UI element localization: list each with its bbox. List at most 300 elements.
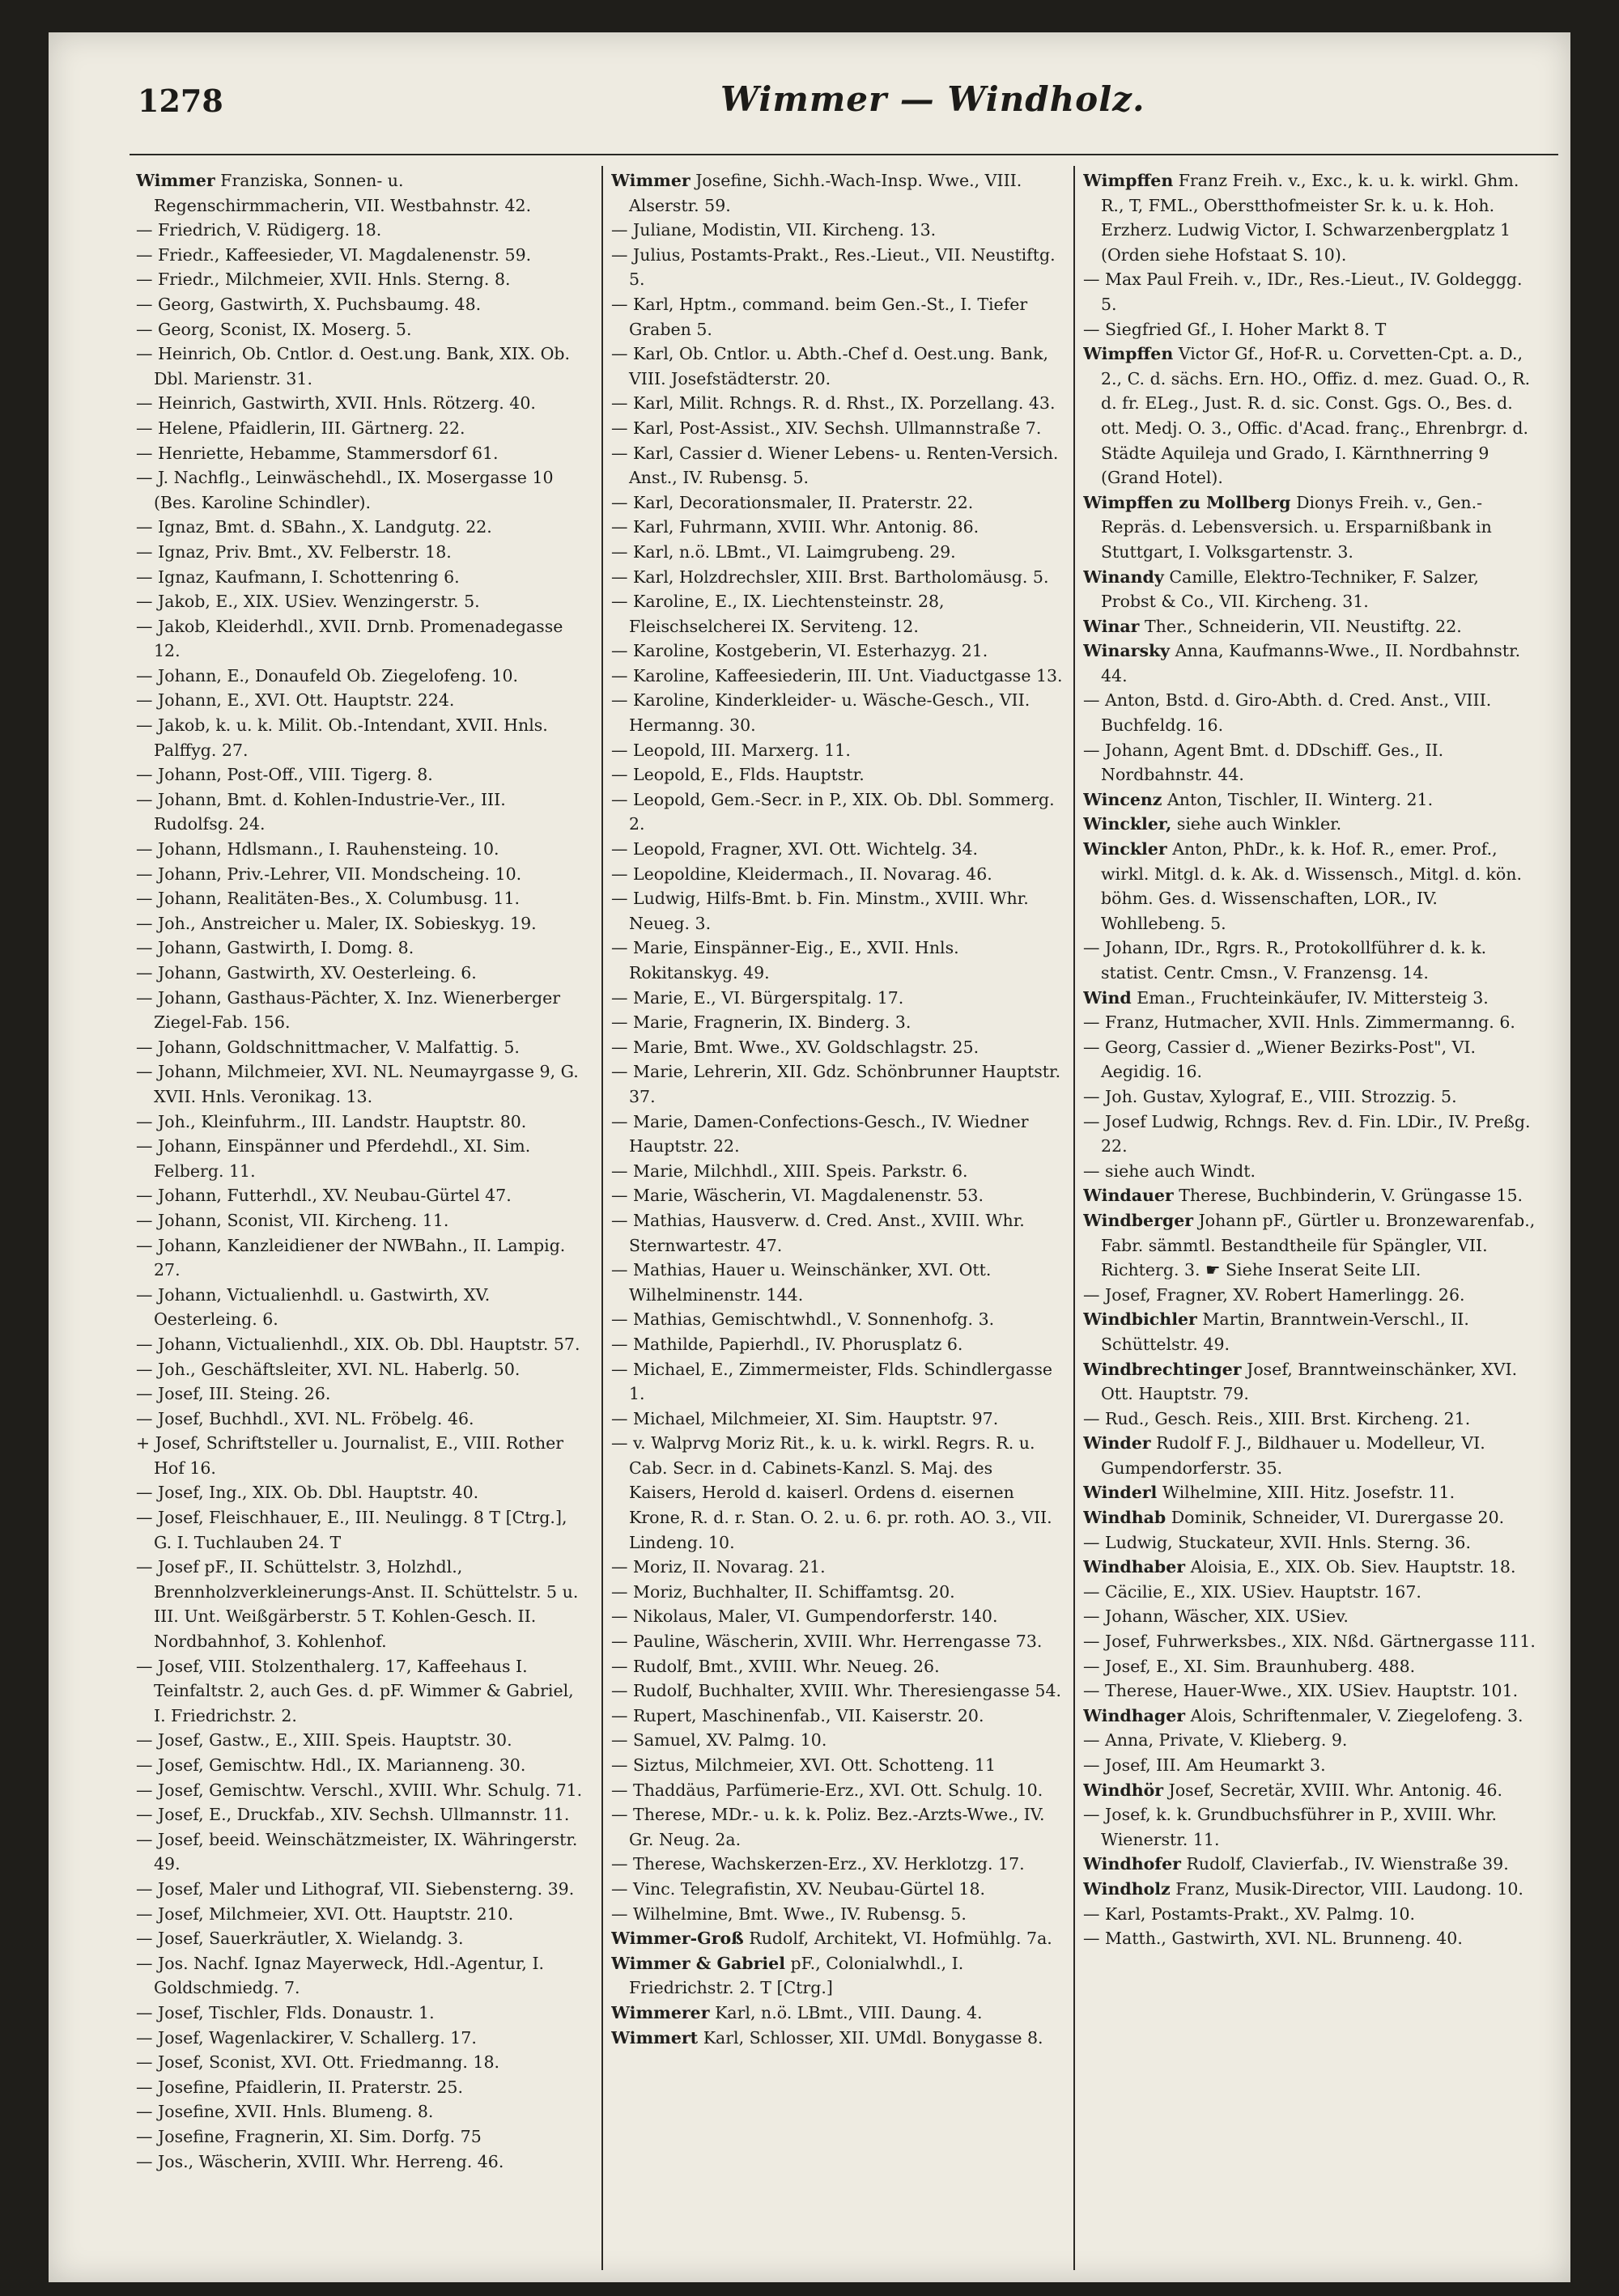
entry-text: Karl, n.ö. LBmt., VIII. Daung. 4. <box>715 2002 983 2022</box>
directory-entry <box>136 2075 589 2100</box>
entry-text: — Jos., Wäscherin, XVIII. Whr. Herreng. 46. <box>136 2151 504 2171</box>
entry-text: — Johann, Victualienhdl. u. Gastwirth, XV. Oesterleing. 6. <box>136 1284 491 1330</box>
entry-text: Josefine, Sichh.-Wach-Insp. Wwe., VIII. Alserstr. 59. <box>629 171 1022 215</box>
directory-entry <box>136 1827 589 1877</box>
directory-entry <box>136 1357 589 1382</box>
directory-entry <box>1083 1753 1536 1778</box>
directory-entry <box>611 1332 1064 1357</box>
entry-text: — Karoline, Kinderkleider- u. Wäsche-Gesch., VII. Hermanng. 30. <box>611 690 1030 736</box>
directory-entry <box>136 2124 589 2150</box>
entry-text: Franz Freih. v., Exc., k. u. k. wirkl. Ghm. R., T, FML., Oberstthofmeister Sr. k. u. k. Hoh. Erzherz. Ludwig Victor, I. Schwarzenbergplatz 1 (Orden siehe Hofstaat S. 10). <box>1101 171 1519 265</box>
directory-entry <box>1083 614 1536 639</box>
directory-entry <box>611 1728 1064 1753</box>
column-2 <box>611 168 1064 2264</box>
entry-surname: Wimpffen <box>1083 344 1174 364</box>
directory-entry <box>136 416 589 441</box>
header-rule <box>130 154 1558 155</box>
entry-text: — Johann, Sconist, VII. Kircheng. 11. <box>136 1210 449 1230</box>
entry-surname: Winckler, <box>1083 814 1172 834</box>
directory-entry <box>611 1629 1064 1654</box>
directory-entry <box>1083 317 1536 342</box>
directory-entry <box>1083 1357 1536 1407</box>
directory-entry <box>611 490 1064 516</box>
directory-entry <box>611 1704 1064 1729</box>
entry-text: — Michael, Milchmeier, XI. Sim. Hauptstr. 97. <box>611 1408 999 1428</box>
entry-text: Wilhelmine, XIII. Hitz. Josefstr. 11. <box>1162 1483 1455 1503</box>
entry-text: pF., Colonialwhdl., I. Friedrichstr. 2. T [Ctrg.] <box>629 1953 964 1998</box>
entry-text: Victor Gf., Hof-R. u. Corvetten-Cpt. a. D., 2., C. d. sächs. Ern. HO., Offiz. d. mez. Guad. O., R. d. fr. ELeg., Just. R. d. sic. Const. Ggs. O., Bes. d. ott. Medj. O. 3., Offic. d'Acad. franç., Ehrenbrgr. d. Städte Aquileja und Grado, I. Kärnthnerring 9 (Grand Hotel). <box>1101 344 1531 488</box>
directory-page <box>49 32 1570 2282</box>
directory-entry <box>136 1877 589 1902</box>
entry-text: Rudolf, Clavierfab., IV. Wienstraße 39. <box>1186 1854 1509 1874</box>
directory-entry <box>136 1753 589 1778</box>
directory-entry <box>136 2026 589 2051</box>
directory-entry <box>136 1407 589 1432</box>
directory-entry <box>611 565 1064 590</box>
entry-text: — Moriz, II. Novarag. 21. <box>611 1557 826 1577</box>
column-divider <box>601 166 603 2270</box>
directory-entry <box>1083 1654 1536 1679</box>
directory-entry <box>611 391 1064 416</box>
entry-text: — Friedr., Milchmeier, XVII. Hnls. Sterng. 8. <box>136 269 511 290</box>
entry-text: — Karl, Holzdrechsler, XIII. Brst. Bartholomäusg. 5. <box>611 567 1049 587</box>
entry-text: — Georg, Gastwirth, X. Puchsbaumg. 48. <box>136 294 482 314</box>
directory-entry <box>136 936 589 961</box>
directory-entry <box>1083 1084 1536 1110</box>
entry-text: — Vinc. Telegrafistin, XV. Neubau-Gürtel 18. <box>611 1878 986 1899</box>
entry-text: — Josef, Milchmeier, XVI. Ott. Hauptstr. 210. <box>136 1903 514 1924</box>
entry-text: — Johann, Kanzleidiener der NWBahn., II. Lampig. 27. <box>136 1235 566 1280</box>
directory-entry <box>136 1951 589 2001</box>
directory-entry <box>1083 1431 1536 1480</box>
directory-entry <box>611 1580 1064 1605</box>
directory-entry <box>611 1431 1064 1555</box>
entry-text: — Joh., Anstreicher u. Maler, IX. Sobieskyg. 19. <box>136 913 537 933</box>
directory-entry <box>611 1035 1064 1060</box>
directory-entry <box>1083 1530 1536 1555</box>
directory-entry <box>136 664 589 689</box>
directory-entry <box>611 218 1064 243</box>
entry-text: — Leopoldine, Kleidermach., II. Novarag. 46. <box>611 864 992 884</box>
directory-entry <box>1083 1159 1536 1184</box>
directory-entry <box>611 1110 1064 1159</box>
directory-entry <box>611 168 1064 218</box>
entry-text: — Leopold, III. Marxerg. 11. <box>611 740 851 760</box>
entry-text: — Moriz, Buchhalter, II. Schiffamtsg. 20. <box>611 1581 955 1602</box>
entry-text: — Johann, Hdlsmann., I. Rauhensteing. 10. <box>136 839 499 859</box>
directory-entry <box>1083 1110 1536 1159</box>
entry-surname: Wimmer <box>136 171 215 190</box>
directory-entry <box>1083 1877 1536 1902</box>
directory-entry <box>611 1877 1064 1902</box>
directory-entry <box>611 664 1064 689</box>
entry-text: — Johann, E., XVI. Ott. Hauptstr. 224. <box>136 690 455 711</box>
entry-text: — Johann, Realitäten-Bes., X. Columbusg. 11. <box>136 889 521 909</box>
directory-entry <box>136 1902 589 1927</box>
entry-text: — Pauline, Wäscherin, XVIII. Whr. Herrengasse 73. <box>611 1632 1043 1652</box>
entry-text: Rudolf, Architekt, VI. Hofmühlg. 7a. <box>749 1929 1052 1949</box>
directory-entry <box>611 515 1064 540</box>
directory-entry <box>136 1183 589 1208</box>
directory-entry <box>1083 1580 1536 1605</box>
entry-text: — Wilhelmine, Bmt. Wwe., IV. Rubensg. 5. <box>611 1903 967 1924</box>
directory-entry <box>1083 1480 1536 1505</box>
entry-text: — Anna, Private, V. Klieberg. 9. <box>1083 1730 1348 1751</box>
entry-text: Rudolf F. J., Bildhauer u. Modelleur, VI. Gumpendorferstr. 35. <box>1101 1433 1485 1478</box>
entry-text: — J. Nachflg., Leinwäschehdl., IX. Mosergasse 10 (Bes. Karoline Schindler). <box>136 468 554 512</box>
directory-entry <box>1083 812 1536 837</box>
entry-surname: Windholz <box>1083 1878 1171 1899</box>
entry-text: Johann pF., Gürtler u. Bronzewarenfab., Fabr. sämmtl. Bestandtheile für Spängler, VII. Richterg. 3. ☛ Siehe Inserat Seite LII. <box>1101 1210 1536 1280</box>
column-1 <box>136 168 589 2264</box>
directory-entry <box>136 1035 589 1060</box>
entry-text: — Josef, Wagenlackirer, V. Schallerg. 17. <box>136 2027 477 2048</box>
entry-text: — Leopold, E., Flds. Hauptstr. <box>611 765 865 785</box>
directory-entry <box>136 2001 589 2026</box>
entry-text: — Johann, IDr., Rgrs. R., Protokollführer d. k. k. statist. Centr. Cmsn., V. Franzensg. 14. <box>1083 938 1487 982</box>
directory-entry <box>136 1802 589 1827</box>
directory-entry <box>136 465 589 515</box>
directory-entry <box>1083 1802 1536 1852</box>
entry-text: — Karl, Fuhrmann, XVIII. Whr. Antonig. 86. <box>611 517 979 537</box>
directory-entry <box>611 1852 1064 1877</box>
entry-text: Ther., Schneiderin, VII. Neustiftg. 22. <box>1144 616 1462 636</box>
page-header <box>138 79 1570 147</box>
directory-entry <box>611 738 1064 763</box>
directory-entry <box>1083 1505 1536 1530</box>
entry-text: — Julius, Postamts-Prakt., Res.-Lieut., VII. Neustiftg. 5. <box>611 244 1056 290</box>
entry-text: — Siztus, Milchmeier, XVI. Ott. Schotteng. 11 <box>611 1755 996 1775</box>
running-title: Wimmer — Windholz. <box>720 79 1145 119</box>
entry-text: — Johann, Goldschnittmacher, V. Malfattig. 5. <box>136 1037 520 1057</box>
entry-text: — Karl, Milit. Rchngs. R. d. Rhst., IX. Porzellang. 43. <box>611 393 1056 414</box>
entry-text: — Georg, Cassier d. „Wiener Bezirks-Post", VI. Aegidig. 16. <box>1083 1037 1477 1082</box>
entry-text: — Josef, Fragner, XV. Robert Hamerlingg. 26. <box>1083 1284 1465 1305</box>
directory-entry <box>136 1480 589 1505</box>
directory-entry <box>611 1654 1064 1679</box>
entry-text: — Karl, Hptm., command. beim Gen.-St., I. Tiefer Graben 5. <box>611 294 1028 339</box>
directory-entry <box>136 540 589 565</box>
entry-text: — Jos. Nachf. Ignaz Mayerweck, Hdl.-Agentur, I. Goldschmiedg. 7. <box>136 1953 545 1998</box>
entry-text: — Karoline, Kaffeesiederin, III. Unt. Viaductgasse 13. <box>611 665 1063 685</box>
entry-text: — Josefine, Fragnerin, XI. Sim. Dorfg. 75 <box>136 2126 482 2146</box>
directory-entry <box>1083 837 1536 936</box>
entry-text: — Josef, Buchhdl., XVI. NL. Fröbelg. 46. <box>136 1408 474 1428</box>
directory-entry <box>136 2050 589 2075</box>
directory-entry <box>1083 1208 1536 1283</box>
entry-text: — Marie, Damen-Confections-Gesch., IV. Wiedner Hauptstr. 22. <box>611 1111 1029 1156</box>
entry-surname: Winandy <box>1083 567 1164 587</box>
directory-entry <box>1083 267 1536 316</box>
entry-text: — Johann, Gasthaus-Pächter, X. Inz. Wienerberger Ziegel-Fab. 156. <box>136 987 561 1033</box>
entry-text: — Karl, Ob. Cntlor. u. Abth.-Chef d. Oest.ung. Bank, VIII. Josefstädterstr. 20. <box>611 344 1049 388</box>
directory-entry <box>611 1208 1064 1258</box>
entry-text: Anna, Kaufmanns-Wwe., II. Nordbahnstr. 44. <box>1101 641 1521 685</box>
directory-entry <box>136 1654 589 1729</box>
entry-text: — Mathias, Hauer u. Weinschänker, XVI. Ott. Wilhelminenstr. 144. <box>611 1260 992 1305</box>
entry-text: — Jakob, Kleiderhdl., XVII. Drnb. Promenadegasse 12. <box>136 616 563 661</box>
entry-text: — Samuel, XV. Palmg. 10. <box>611 1730 827 1751</box>
directory-entry <box>611 1902 1064 1927</box>
entry-text: — Jakob, k. u. k. Milit. Ob.-Intendant, XVII. Hnls. Palffyg. 27. <box>136 715 548 760</box>
entry-text: — Marie, Wäscherin, VI. Magdalenenstr. 53. <box>611 1186 984 1206</box>
entry-text: — Josef, k. k. Grundbuchsführer in P., XVIII. Whr. Wienerstr. 11. <box>1083 1805 1498 1849</box>
directory-entry <box>136 218 589 243</box>
entry-text: Dionys Freih. v., Gen.-Repräs. d. Lebensversich. u. Ersparnißbank in Stuttgart, I. Volksgartenstr. 3. <box>1101 492 1492 562</box>
entry-text: — Ignaz, Bmt. d. SBahn., X. Landgutg. 22. <box>136 517 492 537</box>
directory-entry <box>1083 565 1536 614</box>
entry-surname: Wimmer <box>611 171 691 190</box>
directory-entry <box>136 837 589 862</box>
entry-text: — Josef, III. Steing. 26. <box>136 1384 331 1404</box>
directory-entry <box>136 762 589 787</box>
entry-text: — Marie, Einspänner-Eig., E., XVII. Hnls. Rokitanskyg. 49. <box>611 938 959 982</box>
directory-entry <box>136 1926 589 1951</box>
directory-entry <box>611 936 1064 985</box>
entry-text: — Marie, E., VI. Bürgerspitalg. 17. <box>611 987 904 1008</box>
directory-entry <box>611 762 1064 787</box>
entry-text: — Marie, Fragnerin, IX. Binderg. 3. <box>611 1012 911 1033</box>
directory-entry <box>136 1505 589 1555</box>
entry-text: Therese, Buchbinderin, V. Grüngasse 15. <box>1179 1186 1523 1206</box>
directory-entry <box>1083 1852 1536 1877</box>
directory-entry <box>136 1778 589 1803</box>
entry-text: — Franz, Hutmacher, XVII. Hnls. Zimmermanng. 6. <box>1083 1012 1515 1033</box>
entry-text: — Johann, Milchmeier, XVI. NL. Neumayrgasse 9, G. XVII. Hnls. Veronikag. 13. <box>136 1062 579 1106</box>
entry-surname: Winarsky <box>1083 641 1171 661</box>
directory-entry <box>136 1555 589 1653</box>
entry-text: — Matth., Gastwirth, XVI. NL. Brunneng. 40. <box>1083 1929 1463 1949</box>
entry-text: — siehe auch Windt. <box>1083 1161 1256 1181</box>
entry-text: — Josef, E., XI. Sim. Braunhuberg. 488. <box>1083 1656 1416 1676</box>
directory-entry <box>1083 342 1536 490</box>
directory-entry <box>611 416 1064 441</box>
directory-entry <box>136 267 589 292</box>
entry-text: Karl, Schlosser, XII. UMdl. Bonygasse 8. <box>703 2027 1043 2048</box>
entry-text: — Josef Ludwig, Rchngs. Rev. d. Fin. LDir., IV. Preßg. 22. <box>1083 1111 1531 1156</box>
directory-entry <box>611 1159 1064 1184</box>
column-3 <box>1083 168 1536 2264</box>
entry-surname: Windauer <box>1083 1186 1174 1206</box>
directory-entry <box>611 1604 1064 1629</box>
entry-text: — Leopold, Fragner, XVI. Ott. Wichtelg. 34. <box>611 839 979 859</box>
directory-entry <box>136 1332 589 1357</box>
directory-entry <box>611 986 1064 1011</box>
entry-text: — Henriette, Hebamme, Stammersdorf 61. <box>136 443 499 463</box>
directory-entry <box>1083 1926 1536 1951</box>
directory-entry <box>611 862 1064 887</box>
entry-text: — Rupert, Maschinenfab., VII. Kaiserstr. 20. <box>611 1705 984 1725</box>
entry-text: — Josef, Gemischtw. Hdl., IX. Marianneng. 30. <box>136 1755 526 1775</box>
directory-entry <box>136 243 589 268</box>
directory-entry <box>611 540 1064 565</box>
directory-entry <box>611 1778 1064 1803</box>
directory-entry <box>1083 1283 1536 1308</box>
entry-text: — Josef, Gemischtw. Verschl., XVIII. Whr. Schulg. 71. <box>136 1780 583 1800</box>
directory-entry <box>611 589 1064 639</box>
page-number: 1278 <box>138 83 223 119</box>
entry-text: — Ignaz, Kaufmann, I. Schottenring 6. <box>136 567 460 587</box>
entry-text: — Karoline, E., IX. Liechtensteinstr. 28, Fleischselcherei IX. Serviteng. 12. <box>611 592 945 636</box>
directory-entry <box>136 1233 589 1283</box>
entry-surname: Windhaber <box>1083 1557 1186 1577</box>
entry-text: — Johann, Gastwirth, XV. Oesterleing. 6. <box>136 963 477 982</box>
entry-surname: Winder <box>1083 1433 1151 1454</box>
entry-text: — Mathilde, Papierhdl., IV. Phorusplatz 6. <box>611 1334 963 1354</box>
directory-entry <box>611 1926 1064 1951</box>
directory-entry <box>136 342 589 391</box>
directory-entry <box>1083 688 1536 737</box>
entry-text: — Leopold, Gem.-Secr. in P., XIX. Ob. Dbl. Sommerg. 2. <box>611 789 1055 834</box>
entry-text: siehe auch Winkler. <box>1176 814 1342 834</box>
entry-text: — Johann, Gastwirth, I. Domg. 8. <box>136 938 414 958</box>
directory-entry <box>611 441 1064 490</box>
entry-text: Eman., Fruchteinkäufer, IV. Mittersteig 3. <box>1137 987 1489 1008</box>
entry-surname: Wimmer & Gabriel <box>611 1953 785 1973</box>
entry-text: — Therese, Wachskerzen-Erz., XV. Herklotzg. 17. <box>611 1854 1025 1874</box>
entry-surname: Windbichler <box>1083 1309 1197 1330</box>
entry-text: — Max Paul Freih. v., IDr., Res.-Lieut., IV. Goldeggg. 5. <box>1083 269 1523 314</box>
directory-entry <box>136 911 589 936</box>
directory-entry <box>136 1381 589 1407</box>
entry-surname: Windbrechtinger <box>1083 1359 1242 1379</box>
directory-entry <box>136 961 589 986</box>
entry-text: Josef, Secretär, XVIII. Whr. Antonig. 46. <box>1168 1780 1503 1800</box>
directory-entry <box>611 342 1064 391</box>
entry-text: — Josef, VIII. Stolzenthalerg. 17, Kaffeehaus I. Teinfaltstr. 2, auch Ges. d. pF. Wimmer & Gabriel, I. Friedrichstr. 2. <box>136 1656 574 1725</box>
directory-entry <box>136 862 589 887</box>
entry-text: — Heinrich, Gastwirth, XVII. Hnls. Rötzerg. 40. <box>136 393 536 414</box>
entry-text: — Josefine, Pfaidlerin, II. Praterstr. 25. <box>136 2077 463 2097</box>
directory-entry <box>611 243 1064 292</box>
entry-text: Alois, Schriftenmaler, V. Ziegelofeng. 3. <box>1190 1705 1523 1725</box>
entry-text: — Friedrich, V. Rüdigerg. 18. <box>136 220 382 240</box>
entry-text: — Johann, Priv.-Lehrer, VII. Mondscheing. 10. <box>136 864 522 884</box>
entry-text: — Karl, Decorationsmaler, II. Praterstr. 22. <box>611 492 974 512</box>
entry-text: — Rud., Gesch. Reis., XIII. Brst. Kircheng. 21. <box>1083 1408 1471 1428</box>
directory-entry <box>1083 1728 1536 1753</box>
entry-surname: Windhager <box>1083 1705 1186 1725</box>
entry-text: — Cäcilie, E., XIX. USiev. Hauptstr. 167. <box>1083 1581 1421 1602</box>
entry-text: — Heinrich, Ob. Cntlor. d. Oest.ung. Bank, XIX. Ob. Dbl. Marienstr. 31. <box>136 344 571 388</box>
entry-text: — Johann, Agent Bmt. d. DDschiff. Ges., II. Nordbahnstr. 44. <box>1083 740 1444 785</box>
directory-entry <box>611 639 1064 664</box>
entry-text: — Michael, E., Zimmermeister, Flds. Schindlergasse 1. <box>611 1359 1052 1404</box>
entry-text: Anton, Tischler, II. Winterg. 21. <box>1166 789 1434 809</box>
entry-text: — Siegfried Gf., I. Hoher Markt 8. T <box>1083 319 1387 339</box>
directory-entry <box>1083 1307 1536 1356</box>
directory-entry <box>611 292 1064 342</box>
entry-text: Franziska, Sonnen- u. Regenschirmmacherin, VII. Westbahnstr. 42. <box>154 171 532 215</box>
entry-text: Josef, Branntweinschänker, XVI. Ott. Hauptstr. 79. <box>1101 1359 1518 1404</box>
entry-surname: Windhör <box>1083 1780 1164 1800</box>
directory-entry <box>136 391 589 416</box>
entry-text: — Helene, Pfaidlerin, III. Gärtnerg. 22. <box>136 418 465 438</box>
directory-entry <box>1083 490 1536 565</box>
directory-entry <box>1083 1183 1536 1208</box>
entry-surname: Wimpffen <box>1083 171 1174 190</box>
directory-entry <box>136 2150 589 2175</box>
entry-text: — Josef, beeid. Weinschätzmeister, IX. Währingerstr. 49. <box>136 1829 578 1874</box>
directory-entry <box>611 688 1064 737</box>
entry-text: — Josef, III. Am Heumarkt 3. <box>1083 1755 1326 1775</box>
directory-entry <box>136 168 589 218</box>
directory-entry <box>1083 787 1536 813</box>
directory-entry <box>611 1753 1064 1778</box>
directory-entry <box>136 713 589 762</box>
entry-text: — Jakob, E., XIX. USiev. Wenzingerstr. 5. <box>136 592 480 612</box>
entry-text: — Anton, Bstd. d. Giro-Abth. d. Cred. Anst., VIII. Buchfeldg. 16. <box>1083 690 1492 736</box>
entry-text: — Karoline, Kostgeberin, VI. Esterhazyg. 21. <box>611 641 988 661</box>
entry-text: — v. Walprvg Moriz Rit., k. u. k. wirkl. Regrs. R. u. Cab. Secr. in d. Cabinets-Kanzl. S. Maj. des Kaisers, Herold d. kaiserl. Ordens d. eisernen Krone, R. d. r. Stan. O. 2. u. 6. pr. roth. AO. 3., VII. Lindeng. 10. <box>611 1433 1052 1552</box>
entry-text: — Josef, Tischler, Flds. Donaustr. 1. <box>136 2002 435 2022</box>
directory-entry <box>611 1307 1064 1332</box>
entry-text: — Josef, Maler und Lithograf, VII. Siebensterng. 39. <box>136 1878 575 1899</box>
entry-text: — Joh., Geschäftsleiter, XVI. NL. Haberlg. 50. <box>136 1359 521 1379</box>
directory-entry <box>611 2026 1064 2051</box>
entry-text: — Johann, Futterhdl., XV. Neubau-Gürtel 47. <box>136 1186 512 1206</box>
directory-entry <box>1083 1629 1536 1654</box>
entry-surname: Windhab <box>1083 1508 1166 1528</box>
entry-text: — Marie, Milchhdl., XIII. Speis. Parkstr. 6. <box>611 1161 968 1181</box>
column-divider <box>1073 166 1075 2270</box>
entry-text: — Johann, Einspänner und Pferdehdl., XI. Sim. Felberg. 11. <box>136 1136 531 1181</box>
directory-entry <box>136 1208 589 1233</box>
entry-text: — Juliane, Modistin, VII. Kircheng. 13. <box>611 220 937 240</box>
entry-text: — Josef, Gastw., E., XIII. Speis. Hauptstr. 30. <box>136 1730 512 1751</box>
directory-entry <box>136 1431 589 1480</box>
entry-text: Martin, Branntwein-Verschl., II. Schüttelstr. 49. <box>1101 1309 1469 1354</box>
directory-entry <box>136 589 589 614</box>
directory-entry <box>1083 168 1536 267</box>
entry-text: — Nikolaus, Maler, VI. Gumpendorferstr. 140. <box>611 1606 998 1627</box>
directory-entry <box>611 1951 1064 2001</box>
entry-text: — Johann, Bmt. d. Kohlen-Industrie-Ver., III. Rudolfsg. 24. <box>136 789 506 834</box>
directory-entry <box>136 886 589 911</box>
directory-entry <box>611 1407 1064 1432</box>
directory-entry <box>611 1802 1064 1852</box>
entry-text: — Friedr., Kaffeesieder, VI. Magdalenenstr. 59. <box>136 244 532 265</box>
directory-entry <box>136 441 589 466</box>
directory-entry <box>1083 936 1536 985</box>
entry-text: — Marie, Lehrerin, XII. Gdz. Schönbrunner Hauptstr. 37. <box>611 1062 1061 1106</box>
directory-entry <box>611 2001 1064 2026</box>
directory-entry <box>611 787 1064 837</box>
entry-surname: Wimmer-Groß <box>611 1929 744 1949</box>
entry-text: — Josef, Sconist, XVI. Ott. Friedmanng. 18. <box>136 2052 500 2073</box>
entry-text: Franz, Musik-Director, VIII. Laudong. 10. <box>1175 1878 1523 1899</box>
directory-entry <box>136 688 589 713</box>
entry-text: — Mathias, Hausverw. d. Cred. Anst., XVIII. Whr. Sternwartestr. 47. <box>611 1210 1025 1255</box>
entry-text: — Josef pF., II. Schüttelstr. 3, Holzhdl., Brennholzverkleinerungs-Anst. II. Schüttelstr. 5 u. III. Unt. Weißgärberstr. 5 T. Kohlen-Gesch. II. Nordbahnhof, 3. Kohlenhof. <box>136 1557 579 1652</box>
directory-entry <box>611 1258 1064 1307</box>
entry-text: — Josef, Fuhrwerksbes., XIX. Nßd. Gärtnergasse 111. <box>1083 1632 1536 1652</box>
directory-entry <box>1083 986 1536 1011</box>
entry-text: — Rudolf, Buchhalter, XVIII. Whr. Theresiengasse 54. <box>611 1681 1062 1701</box>
directory-entry <box>1083 738 1536 787</box>
entry-text: — Joh. Gustav, Xylograf, E., VIII. Strozzig. 5. <box>1083 1086 1457 1106</box>
entry-text: — Josef, Fleischhauer, E., III. Neulingg. 8 T [Ctrg.], G. I. Tuchlauben 24. T <box>136 1508 567 1552</box>
entry-surname: Wimmerer <box>611 2002 710 2022</box>
entry-text: — Josef, E., Druckfab., XIV. Sechsh. Ullmannstr. 11. <box>136 1805 570 1825</box>
entry-text: Aloisia, E., XIX. Ob. Siev. Hauptstr. 18. <box>1190 1557 1516 1577</box>
entry-surname: Winckler <box>1083 839 1167 859</box>
directory-entry <box>136 986 589 1035</box>
directory-entry <box>1083 1035 1536 1084</box>
directory-entry <box>136 1728 589 1753</box>
entry-text: — Karl, Postamts-Prakt., XV. Palmg. 10. <box>1083 1903 1416 1924</box>
directory-entry <box>136 317 589 342</box>
